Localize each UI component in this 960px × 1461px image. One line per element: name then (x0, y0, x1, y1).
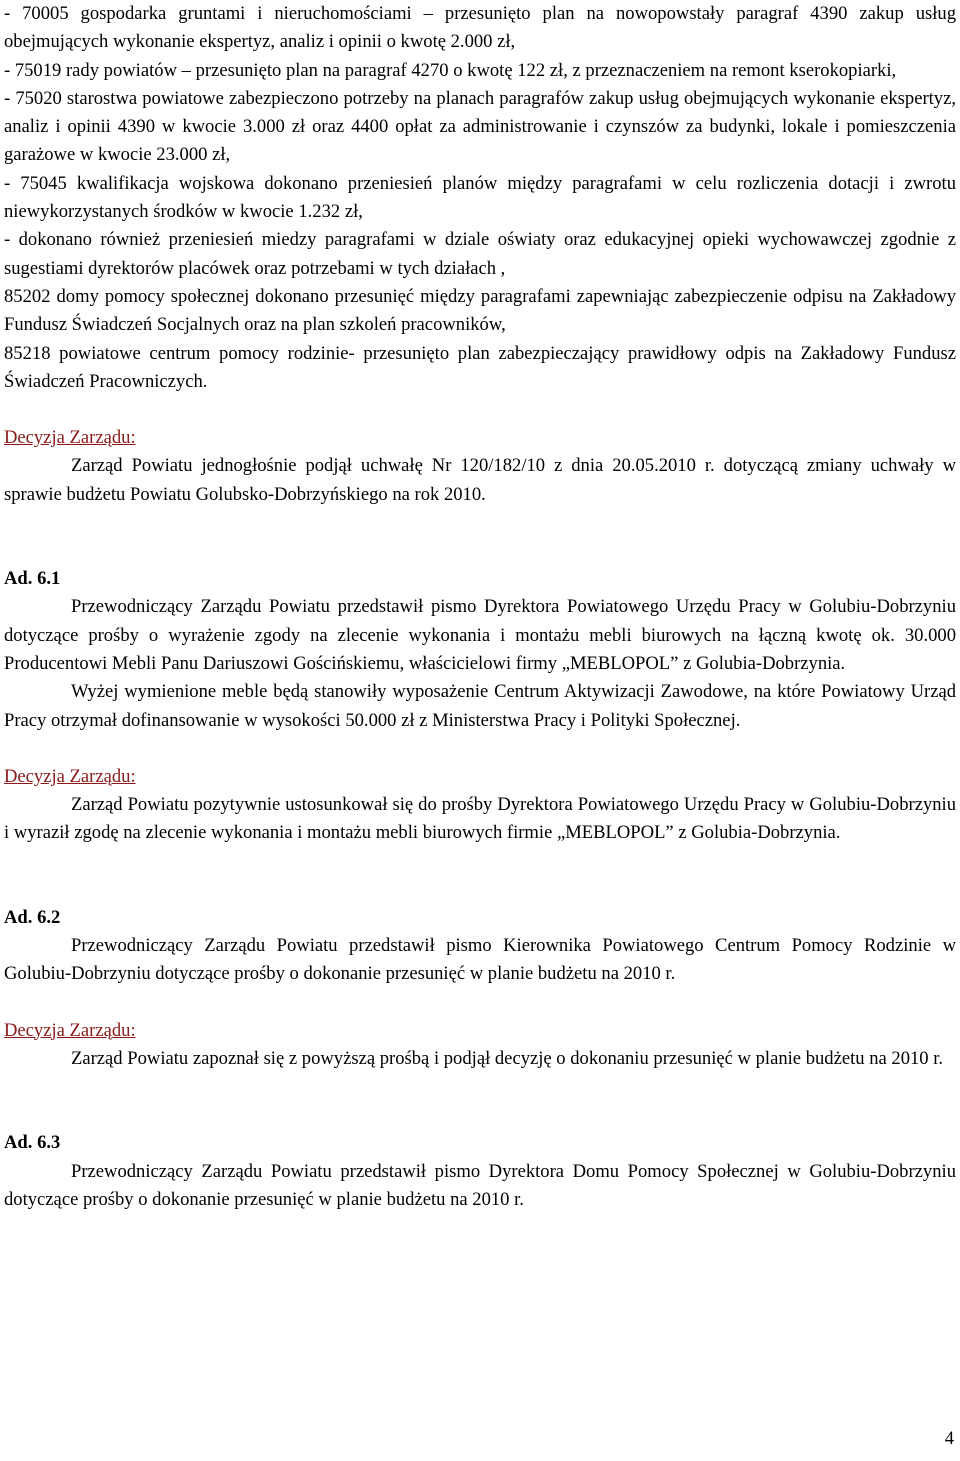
spacer (4, 1073, 956, 1129)
decision-heading: Decyzja Zarządu: (4, 765, 136, 787)
spacer (4, 848, 956, 904)
intro-item-70005: - 70005 gospodarka gruntami i nieruchomościami – przesunięto plan na nowopowstały paragraf 4390 zakup usług obejmujących wykonanie ekspertyz, analiz i opinii o kwotę 2.000 zł, (4, 3, 956, 53)
intro-item-oswiata: - dokonano również przeniesień miedzy paragrafami w dziale oświaty oraz edukacyjnej opieki wychowawczej zgodnie z sugestiami dyrektorów placówek oraz potrzebami w tych działach , (4, 229, 956, 279)
section-heading-6-3: Ad. 6.3 (4, 1132, 61, 1154)
intro-item-85202: 85202 domy pomocy społecznej dokonano przesunięć między paragrafami zapewniając zabezpieczenie odpisu na Zakładowy Fundusz Świadczeń Socjalnych oraz na plan szkoleń pracowników, (4, 285, 956, 336)
section-paragraph: Wyżej wymienione meble będą stanowiły wyposażenie Centrum Aktywizacji Zawodowe, na które Powiatowy Urząd Pracy otrzymał dofinansowanie w wysokości 50.000 zł z Ministerstwa Pracy i Polityki Społecznej. (4, 681, 956, 731)
spacer (4, 396, 956, 424)
section-paragraph: Przewodniczący Zarządu Powiatu przedstawił pismo Kierownika Powiatowego Centrum Pomocy Rodzinie w Golubiu-Dobrzyniu dotyczące prośby o dokonanie przesunięć w planie budżetu na 2010 r. (4, 935, 956, 985)
intro-item-85218: 85218 powiatowe centrum pomocy rodzinie- przesunięto plan zabezpieczający prawidłowy odpis na Zakładowy Fundusz Świadczeń Pracowniczych. (4, 342, 956, 392)
spacer (4, 989, 956, 1017)
section-heading-6-2: Ad. 6.2 (4, 906, 61, 928)
section-paragraph: Przewodniczący Zarządu Powiatu przedstawił pismo Dyrektora Domu Pomocy Społecznej w Golubiu-Dobrzyniu dotyczące prośby o dokonanie przesunięć w planie budżetu na 2010 r. (4, 1160, 956, 1210)
decision-heading: Decyzja Zarządu: (4, 1019, 136, 1041)
intro-item-75020: - 75020 starostwa powiatowe zabezpieczono potrzeby na planach paragrafów zakup usług obejmujących wykonanie ekspertyz, analiz i opinii 4390 w kwocie 3.000 zł oraz 4400 opłat za administrowanie i czynszów za budynki, lokale i pomieszczenia garażowe w kwocie 23.000 zł, (4, 87, 956, 166)
decision-text: Zarząd Powiatu zapoznał się z powyższą prośbą i podjął decyzję o dokonaniu przesunięć w planie budżetu na 2010 r. (71, 1047, 944, 1069)
decision-heading: Decyzja Zarządu: (4, 427, 136, 449)
decision-text: Zarząd Powiatu pozytywnie ustosunkował się do prośby Dyrektora Powiatowego Urzędu Pracy w Golubiu-Dobrzyniu i wyraził zgodę na zlecenie wykonania i montażu mebli biurowych firmie „MEBLOPOL” z Golubia-Dobrzynia. (4, 794, 956, 844)
section-heading-6-1: Ad. 6.1 (4, 568, 61, 590)
intro-item-75019: - 75019 rady powiatów – przesunięto plan na paragraf 4270 o kwotę 122 zł, z przeznaczeniem na remont kserokopiarki, (4, 59, 897, 81)
page-number: 4 (944, 1428, 954, 1449)
section-paragraph: Przewodniczący Zarządu Powiatu przedstawił pismo Dyrektora Powiatowego Urzędu Pracy w Golubiu-Dobrzyniu dotyczące prośby o wyrażenie zgody na zlecenie wykonania i montażu mebli biurowych na łączną kwotę ok. 30.000 Producentowi Mebli Panu Dariuszowi Gościńskiemu, właścicielowi firmy „MEBLOPOL” z Golubia-Dobrzynia. (4, 596, 956, 674)
decision-text: Zarząd Powiatu jednogłośnie podjął uchwałę Nr 120/182/10 z dnia 20.05.2010 r. dotyczącą zmiany uchwały w sprawie budżetu Powiatu Golubsko-Dobrzyńskiego na rok 2010. (4, 455, 956, 505)
spacer (4, 509, 956, 565)
document-page (4, 0, 956, 1214)
intro-item-75045: - 75045 kwalifikacja wojskowa dokonano przeniesień planów między paragrafami w celu rozliczenia dotacji i zwrotu niewykorzystanych środków w kwocie 1.232 zł, (4, 172, 956, 223)
spacer (4, 735, 956, 763)
